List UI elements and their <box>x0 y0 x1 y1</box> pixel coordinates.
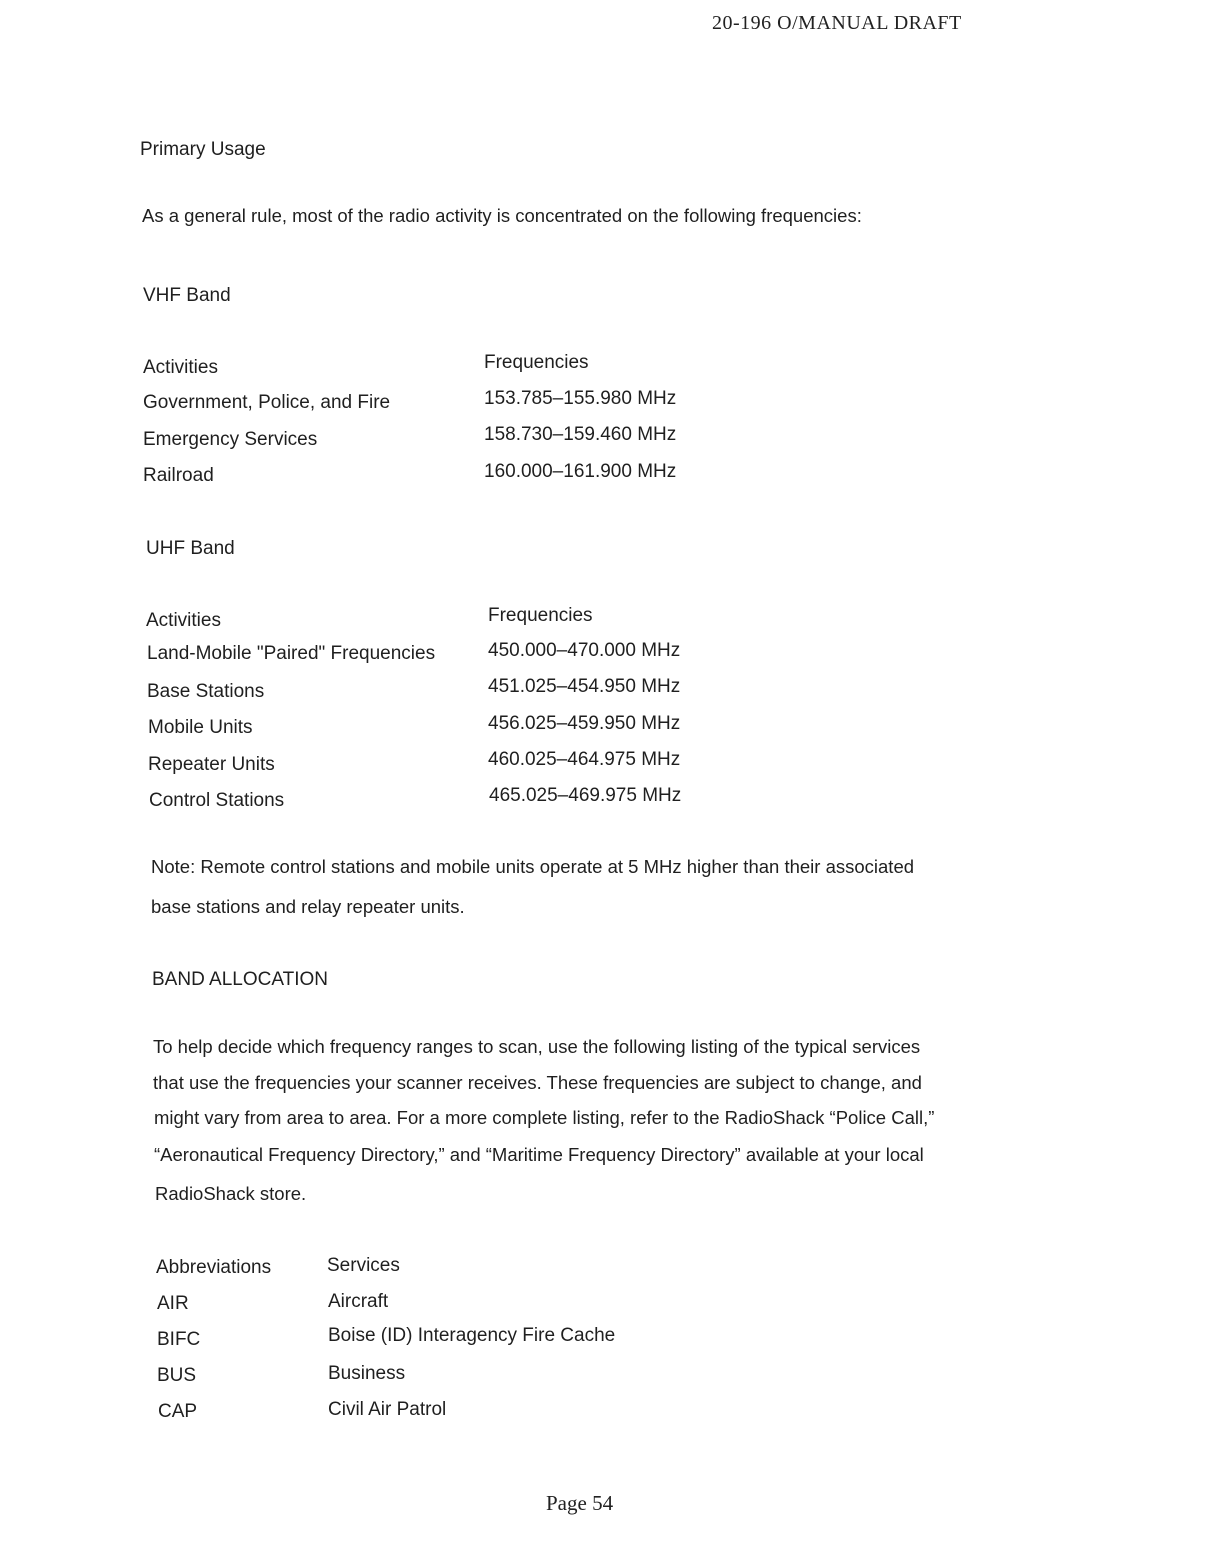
vhf-band-heading: VHF Band <box>143 285 231 306</box>
service: Boise (ID) Interagency Fire Cache <box>328 1325 616 1346</box>
vhf-frequency: 160.000–161.900 MHz <box>484 461 677 482</box>
vhf-activity: Government, Police, and Fire <box>143 392 391 413</box>
vhf-frequency: 153.785–155.980 MHz <box>484 388 677 409</box>
uhf-activity: Base Stations <box>147 681 265 702</box>
uhf-band-heading: UHF Band <box>146 538 235 559</box>
abbreviation: AIR <box>157 1293 189 1314</box>
col-abbreviations: Abbreviations <box>156 1257 272 1278</box>
page-number: Page 54 <box>546 1491 614 1515</box>
uhf-frequency: 451.025–454.950 MHz <box>488 676 681 697</box>
uhf-col-frequencies: Frequencies <box>488 605 593 626</box>
uhf-activity: Control Stations <box>149 790 285 811</box>
vhf-activity: Railroad <box>143 465 214 486</box>
vhf-col-frequencies: Frequencies <box>484 352 589 373</box>
vhf-col-activities: Activities <box>143 357 218 378</box>
band-allocation-line-4: “Aeronautical Frequency Directory,” and “Maritime Frequency Directory” available at your local <box>154 1144 924 1165</box>
primary-usage-intro: As a general rule, most of the radio activity is concentrated on the following frequencies: <box>142 205 862 226</box>
vhf-frequency: 158.730–159.460 MHz <box>484 424 677 445</box>
uhf-activity: Land-Mobile "Paired" Frequencies <box>147 643 436 664</box>
uhf-frequency: 460.025–464.975 MHz <box>488 749 681 770</box>
vhf-activity: Emergency Services <box>143 429 318 450</box>
note-line-1: Note: Remote control stations and mobile units operate at 5 MHz higher than their associated <box>151 856 915 877</box>
abbreviation: BUS <box>157 1365 197 1386</box>
primary-usage-heading: Primary Usage <box>140 139 266 160</box>
uhf-activity: Mobile Units <box>148 717 253 738</box>
service: Civil Air Patrol <box>328 1399 447 1420</box>
abbreviation: BIFC <box>157 1329 201 1350</box>
abbreviation: CAP <box>158 1401 198 1422</box>
band-allocation-line-2: that use the frequencies your scanner receives. These frequencies are subject to change, and <box>153 1072 922 1093</box>
uhf-frequency: 456.025–459.950 MHz <box>488 713 681 734</box>
document-header: 20-196 O/MANUAL DRAFT <box>712 12 962 34</box>
uhf-activity: Repeater Units <box>148 754 275 775</box>
band-allocation-line-5: RadioShack store. <box>155 1183 307 1204</box>
service: Business <box>328 1363 406 1384</box>
col-services: Services <box>327 1255 400 1276</box>
uhf-frequency: 465.025–469.975 MHz <box>489 785 682 806</box>
band-allocation-heading: BAND ALLOCATION <box>152 969 328 990</box>
note-line-2: base stations and relay repeater units. <box>151 896 465 917</box>
service: Aircraft <box>328 1291 389 1312</box>
uhf-frequency: 450.000–470.000 MHz <box>488 640 681 661</box>
uhf-col-activities: Activities <box>146 610 221 631</box>
band-allocation-line-1: To help decide which frequency ranges to scan, use the following listing of the typical services <box>153 1036 921 1057</box>
band-allocation-line-3: might vary from area to area. For a more complete listing, refer to the RadioShack “Police Call,” <box>154 1107 935 1128</box>
